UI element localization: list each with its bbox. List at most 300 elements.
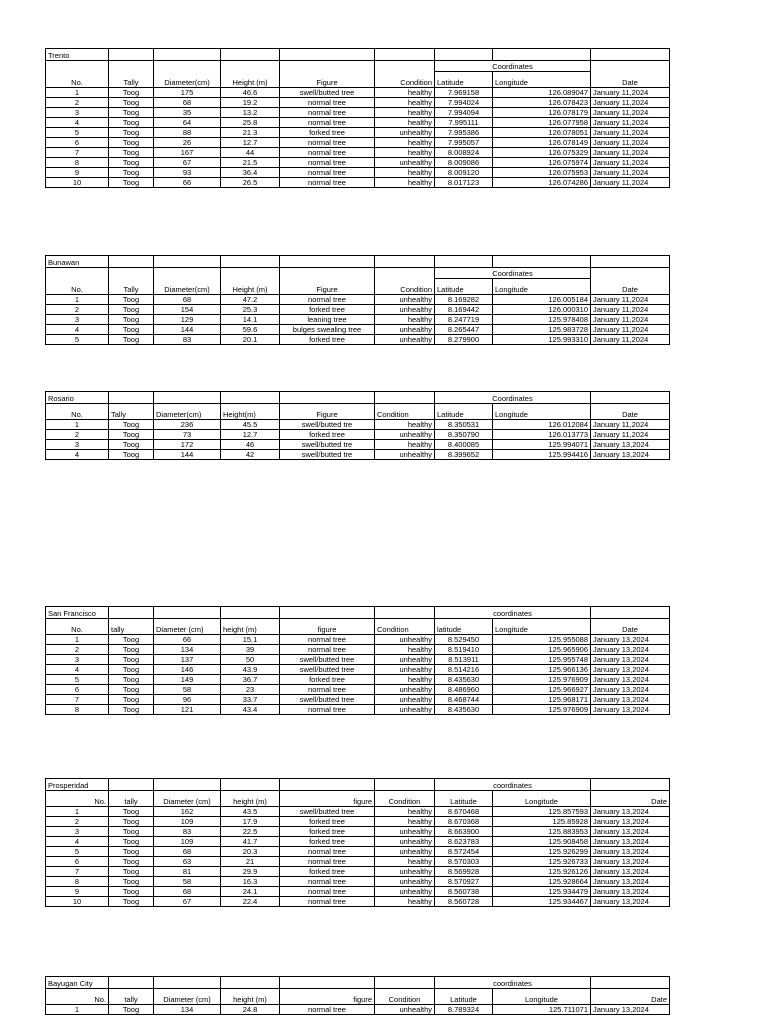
table-row (46, 430, 670, 440)
col-header-condition: Condition (375, 279, 435, 295)
cell-diameter: 66 (154, 178, 221, 188)
table-row (46, 827, 670, 837)
cell-height: 21.3 (221, 128, 280, 138)
table-row (46, 665, 670, 675)
col-header-condition: Condition (375, 404, 435, 420)
cell-figure: normal tree (280, 887, 375, 897)
col-header-no: No. (46, 72, 109, 88)
cell-date: January 13,2024 (591, 645, 670, 655)
cell-no: 2 (46, 305, 109, 315)
cell-longitude: 125.934479 (493, 887, 591, 897)
cell-longitude: 125.711071 (493, 1005, 591, 1015)
cell-date: January 13,2024 (591, 847, 670, 857)
cell-diameter: 167 (154, 148, 221, 158)
header-row (46, 279, 670, 295)
cell-condition: healthy (375, 168, 435, 178)
cell-tally: Toog (109, 128, 154, 138)
cell-condition: healthy (375, 420, 435, 430)
cell-no: 4 (46, 325, 109, 335)
cell-height: 14.1 (221, 315, 280, 325)
cell-no: 1 (46, 295, 109, 305)
col-header-diameter: Diameter(cm) (154, 279, 221, 295)
cell-latitude: 8.572454 (435, 847, 493, 857)
cell-condition: unhealthy (375, 158, 435, 168)
coordinates-header: Coordinates (435, 268, 591, 279)
cell-no: 3 (46, 108, 109, 118)
col-header-height: Height (m) (221, 279, 280, 295)
table-row (46, 295, 670, 305)
cell-date: January 13,2024 (591, 867, 670, 877)
cell-condition: unhealthy (375, 867, 435, 877)
cell-diameter: 88 (154, 128, 221, 138)
cell-latitude: 8.265447 (435, 325, 493, 335)
col-header-latitude: latitude (435, 619, 493, 635)
cell-diameter: 81 (154, 867, 221, 877)
cell-latitude: 8.570927 (435, 877, 493, 887)
cell-date: January 11,2024 (591, 108, 670, 118)
cell-height: 45.5 (221, 420, 280, 430)
coordinates-header: Coordinates (435, 392, 591, 404)
cell-condition: unhealthy (375, 295, 435, 305)
cell-height: 13.2 (221, 108, 280, 118)
col-header-height: height (m) (221, 791, 280, 807)
bayugan-city-table (45, 976, 670, 1015)
cell-no: 7 (46, 695, 109, 705)
header-row (46, 72, 670, 88)
col-header-latitude: Latitude (435, 279, 493, 295)
cell-figure: forked tree (280, 305, 375, 315)
col-header-tally: tally (109, 791, 154, 807)
cell-figure: forked tree (280, 430, 375, 440)
cell-tally: Toog (109, 1005, 154, 1015)
cell-date: January 13,2024 (591, 675, 670, 685)
table-row (46, 315, 670, 325)
cell-date: January 13,2024 (591, 887, 670, 897)
table-row (46, 88, 670, 98)
cell-tally: Toog (109, 695, 154, 705)
cell-figure: forked tree (280, 335, 375, 345)
cell-tally: Toog (109, 867, 154, 877)
cell-height: 36.4 (221, 168, 280, 178)
header-row (46, 989, 670, 1005)
cell-date: January 13,2024 (591, 665, 670, 675)
col-header-diameter: Diameter(cm) (154, 404, 221, 420)
cell-date: January 11,2024 (591, 128, 670, 138)
cell-latitude: 8.247719 (435, 315, 493, 325)
cell-longitude: 126.075974 (493, 158, 591, 168)
cell-condition: unhealthy (375, 635, 435, 645)
cell-height: 20.1 (221, 335, 280, 345)
cell-no: 1 (46, 88, 109, 98)
cell-date: January 13,2024 (591, 807, 670, 817)
cell-figure: leaning tree (280, 315, 375, 325)
cell-date: January 11,2024 (591, 168, 670, 178)
cell-condition: unhealthy (375, 695, 435, 705)
cell-longitude: 125.966927 (493, 685, 591, 695)
cell-height: 21 (221, 857, 280, 867)
col-header-height: height (m) (221, 619, 280, 635)
col-header-height: height (m) (221, 989, 280, 1005)
cell-diameter: 58 (154, 877, 221, 887)
cell-tally: Toog (109, 335, 154, 345)
cell-latitude: 8.570303 (435, 857, 493, 867)
cell-diameter: 144 (154, 450, 221, 460)
cell-condition: unhealthy (375, 847, 435, 857)
cell-diameter: 67 (154, 897, 221, 907)
cell-figure: normal tree (280, 98, 375, 108)
cell-latitude: 8.169442 (435, 305, 493, 315)
cell-latitude: 8.350531 (435, 420, 493, 430)
cell-tally: Toog (109, 430, 154, 440)
cell-date: January 11,2024 (591, 138, 670, 148)
col-header-latitude: Latitude (435, 72, 493, 88)
cell-date: January 13,2024 (591, 897, 670, 907)
col-header-figure: Figure (280, 72, 375, 88)
cell-tally: Toog (109, 887, 154, 897)
col-header-diameter: Diameter (cm) (154, 791, 221, 807)
cell-no: 4 (46, 665, 109, 675)
table-row (46, 128, 670, 138)
cell-height: 36.7 (221, 675, 280, 685)
cell-no: 5 (46, 847, 109, 857)
cell-diameter: 134 (154, 645, 221, 655)
cell-latitude: 8.279900 (435, 335, 493, 345)
table-row (46, 695, 670, 705)
cell-tally: Toog (109, 685, 154, 695)
cell-latitude: 8.670468 (435, 807, 493, 817)
cell-tally: Toog (109, 450, 154, 460)
cell-latitude: 8.399652 (435, 450, 493, 460)
cell-tally: Toog (109, 817, 154, 827)
cell-figure: normal tree (280, 1005, 375, 1015)
cell-tally: Toog (109, 827, 154, 837)
cell-diameter: 154 (154, 305, 221, 315)
cell-no: 2 (46, 645, 109, 655)
col-header-longitude: Longitude (493, 404, 591, 420)
cell-height: 29.9 (221, 867, 280, 877)
cell-longitude: 125.857593 (493, 807, 591, 817)
cell-diameter: 149 (154, 675, 221, 685)
cell-longitude: 126.078051 (493, 128, 591, 138)
table-row (46, 675, 670, 685)
cell-no: 7 (46, 148, 109, 158)
cell-condition: healthy (375, 315, 435, 325)
cell-condition: unhealthy (375, 325, 435, 335)
cell-condition: healthy (375, 645, 435, 655)
bunawan-table (45, 255, 670, 345)
table-row (46, 817, 670, 827)
cell-height: 22.4 (221, 897, 280, 907)
cell-no: 10 (46, 178, 109, 188)
cell-height: 12.7 (221, 430, 280, 440)
cell-condition: healthy (375, 118, 435, 128)
cell-latitude: 8.663900 (435, 827, 493, 837)
cell-figure: normal tree (280, 635, 375, 645)
rosario-table (45, 391, 670, 460)
cell-tally: Toog (109, 88, 154, 98)
cell-latitude: 8.350790 (435, 430, 493, 440)
cell-figure: bulges swealing tree (280, 325, 375, 335)
cell-date: January 11,2024 (591, 295, 670, 305)
cell-latitude: 8.435630 (435, 675, 493, 685)
cell-tally: Toog (109, 305, 154, 315)
cell-latitude: 8.400085 (435, 440, 493, 450)
cell-figure: normal tree (280, 645, 375, 655)
cell-longitude: 125.926126 (493, 867, 591, 877)
cell-height: 46.6 (221, 88, 280, 98)
cell-height: 15.1 (221, 635, 280, 645)
col-header-longitude: Longitude (493, 619, 591, 635)
cell-figure: swell/butted tre (280, 440, 375, 450)
cell-condition: healthy (375, 138, 435, 148)
cell-latitude: 8.529450 (435, 635, 493, 645)
cell-no: 8 (46, 705, 109, 715)
cell-tally: Toog (109, 325, 154, 335)
cell-tally: Toog (109, 420, 154, 430)
table-row (46, 108, 670, 118)
table-row (46, 635, 670, 645)
prosperidad-table (45, 778, 670, 907)
col-header-figure: Figure (280, 404, 375, 420)
cell-figure: swell/butted tree (280, 665, 375, 675)
cell-figure: normal tree (280, 295, 375, 305)
cell-diameter: 172 (154, 440, 221, 450)
cell-diameter: 121 (154, 705, 221, 715)
cell-longitude: 126.089047 (493, 88, 591, 98)
cell-longitude: 125.966136 (493, 665, 591, 675)
cell-diameter: 96 (154, 695, 221, 705)
cell-figure: normal tree (280, 178, 375, 188)
cell-longitude: 125.993310 (493, 335, 591, 345)
cell-no: 5 (46, 335, 109, 345)
table-row (46, 897, 670, 907)
cell-latitude: 8.435630 (435, 705, 493, 715)
col-header-latitude: Latitude (435, 404, 493, 420)
cell-date: January 11,2024 (591, 158, 670, 168)
table-row (46, 168, 670, 178)
col-header-tally: tally (109, 989, 154, 1005)
cell-longitude: 125.926733 (493, 857, 591, 867)
cell-condition: unhealthy (375, 705, 435, 715)
cell-figure: swell/butted tree (280, 695, 375, 705)
cell-longitude: 125.955748 (493, 655, 591, 665)
col-header-figure: figure (280, 989, 375, 1005)
coordinates-header: coordinates (435, 977, 591, 989)
cell-date: January 13,2024 (591, 450, 670, 460)
cell-longitude: 125.965906 (493, 645, 591, 655)
cell-latitude: 7.994024 (435, 98, 493, 108)
cell-condition: unhealthy (375, 837, 435, 847)
cell-diameter: 35 (154, 108, 221, 118)
cell-tally: Toog (109, 665, 154, 675)
table-row (46, 1005, 670, 1015)
cell-date: January 13,2024 (591, 827, 670, 837)
cell-date: January 11,2024 (591, 88, 670, 98)
cell-diameter: 144 (154, 325, 221, 335)
col-header-diameter: Diameter(cm) (154, 72, 221, 88)
cell-diameter: 83 (154, 827, 221, 837)
cell-latitude: 7.995111 (435, 118, 493, 128)
cell-diameter: 63 (154, 857, 221, 867)
col-header-height: Height (m) (221, 72, 280, 88)
cell-diameter: 175 (154, 88, 221, 98)
cell-latitude: 8.789324 (435, 1005, 493, 1015)
cell-date: January 13,2024 (591, 635, 670, 645)
header-row (46, 404, 670, 420)
cell-height: 59.6 (221, 325, 280, 335)
table-row (46, 847, 670, 857)
cell-condition: unhealthy (375, 665, 435, 675)
col-header-date: Date (591, 989, 670, 1005)
cell-latitude: 7.969158 (435, 88, 493, 98)
san-francisco-table (45, 606, 670, 715)
cell-no: 1 (46, 807, 109, 817)
cell-date: January 13,2024 (591, 705, 670, 715)
cell-no: 3 (46, 827, 109, 837)
cell-height: 41.7 (221, 837, 280, 847)
header-row (46, 619, 670, 635)
cell-figure: forked tree (280, 837, 375, 847)
cell-diameter: 64 (154, 118, 221, 128)
table-row (46, 118, 670, 128)
cell-no: 3 (46, 655, 109, 665)
cell-no: 4 (46, 118, 109, 128)
col-header-longitude: Longitude (493, 791, 591, 807)
cell-tally: Toog (109, 857, 154, 867)
cell-height: 20.3 (221, 847, 280, 857)
table-row (46, 807, 670, 817)
cell-condition: healthy (375, 88, 435, 98)
cell-condition: unhealthy (375, 827, 435, 837)
cell-condition: unhealthy (375, 887, 435, 897)
cell-latitude: 8.560728 (435, 897, 493, 907)
cell-diameter: 134 (154, 1005, 221, 1015)
cell-latitude: 7.994094 (435, 108, 493, 118)
col-header-condition: Condition (375, 791, 435, 807)
cell-figure: normal tree (280, 138, 375, 148)
cell-date: January 11,2024 (591, 148, 670, 158)
col-header-date: Date (591, 791, 670, 807)
cell-height: 24.1 (221, 887, 280, 897)
cell-tally: Toog (109, 138, 154, 148)
col-header-no: No. (46, 279, 109, 295)
cell-diameter: 68 (154, 847, 221, 857)
cell-diameter: 129 (154, 315, 221, 325)
cell-condition: healthy (375, 98, 435, 108)
cell-diameter: 236 (154, 420, 221, 430)
cell-tally: Toog (109, 315, 154, 325)
cell-longitude: 125.928664 (493, 877, 591, 887)
cell-figure: normal tree (280, 118, 375, 128)
col-header-condition: Condition (375, 72, 435, 88)
cell-latitude: 8.569928 (435, 867, 493, 877)
cell-height: 33.7 (221, 695, 280, 705)
col-header-tally: Tally (109, 72, 154, 88)
cell-figure: forked tree (280, 128, 375, 138)
cell-condition: healthy (375, 178, 435, 188)
cell-tally: Toog (109, 98, 154, 108)
cell-date: January 13,2024 (591, 817, 670, 827)
cell-tally: Toog (109, 655, 154, 665)
cell-longitude: 126.075329 (493, 148, 591, 158)
cell-diameter: 67 (154, 158, 221, 168)
cell-no: 6 (46, 685, 109, 695)
cell-latitude: 8.017123 (435, 178, 493, 188)
cell-figure: forked tree (280, 867, 375, 877)
cell-no: 8 (46, 158, 109, 168)
cell-tally: Toog (109, 148, 154, 158)
cell-height: 26.5 (221, 178, 280, 188)
cell-date: January 11,2024 (591, 325, 670, 335)
cell-figure: swell/butted tre (280, 420, 375, 430)
col-header-longitude: Longitude (493, 989, 591, 1005)
cell-height: 19.2 (221, 98, 280, 108)
col-header-diameter: Diameter (cm) (154, 989, 221, 1005)
cell-date: January 11,2024 (591, 430, 670, 440)
col-header-tally: Tally (109, 279, 154, 295)
col-header-figure: figure (280, 791, 375, 807)
cell-figure: swell/butted tree (280, 655, 375, 665)
cell-diameter: 83 (154, 335, 221, 345)
col-header-no: No. (46, 619, 109, 635)
cell-height: 39 (221, 645, 280, 655)
table-row (46, 335, 670, 345)
cell-height: 50 (221, 655, 280, 665)
cell-no: 6 (46, 857, 109, 867)
cell-tally: Toog (109, 440, 154, 450)
cell-tally: Toog (109, 837, 154, 847)
col-header-no: No. (46, 989, 109, 1005)
cell-longitude: 125.926299 (493, 847, 591, 857)
cell-condition: unhealthy (375, 430, 435, 440)
cell-height: 47.2 (221, 295, 280, 305)
table-row (46, 837, 670, 847)
cell-latitude: 8.519410 (435, 645, 493, 655)
cell-no: 9 (46, 887, 109, 897)
cell-height: 42 (221, 450, 280, 460)
cell-longitude: 126.078149 (493, 138, 591, 148)
trento-table (45, 48, 670, 188)
col-header-no: No. (46, 404, 109, 420)
cell-tally: Toog (109, 635, 154, 645)
cell-tally: Toog (109, 877, 154, 887)
col-header-date: Date (591, 619, 670, 635)
cell-figure: swell/butted tree (280, 88, 375, 98)
cell-height: 21.5 (221, 158, 280, 168)
section-name: Bunawan (46, 256, 109, 268)
cell-latitude: 7.995386 (435, 128, 493, 138)
cell-condition: healthy (375, 817, 435, 827)
cell-diameter: 137 (154, 655, 221, 665)
cell-date: January 13,2024 (591, 695, 670, 705)
cell-date: January 11,2024 (591, 178, 670, 188)
cell-diameter: 68 (154, 295, 221, 305)
cell-tally: Toog (109, 675, 154, 685)
cell-date: January 13,2024 (591, 440, 670, 450)
cell-height: 44 (221, 148, 280, 158)
cell-condition: healthy (375, 675, 435, 685)
col-header-latitude: Latitude (435, 791, 493, 807)
cell-longitude: 126.012084 (493, 420, 591, 430)
cell-date: January 13,2024 (591, 655, 670, 665)
cell-diameter: 68 (154, 887, 221, 897)
cell-longitude: 126.078423 (493, 98, 591, 108)
cell-no: 2 (46, 817, 109, 827)
col-header-no: No. (46, 791, 109, 807)
cell-longitude: 125.883953 (493, 827, 591, 837)
table-row (46, 450, 670, 460)
cell-figure: normal tree (280, 877, 375, 887)
